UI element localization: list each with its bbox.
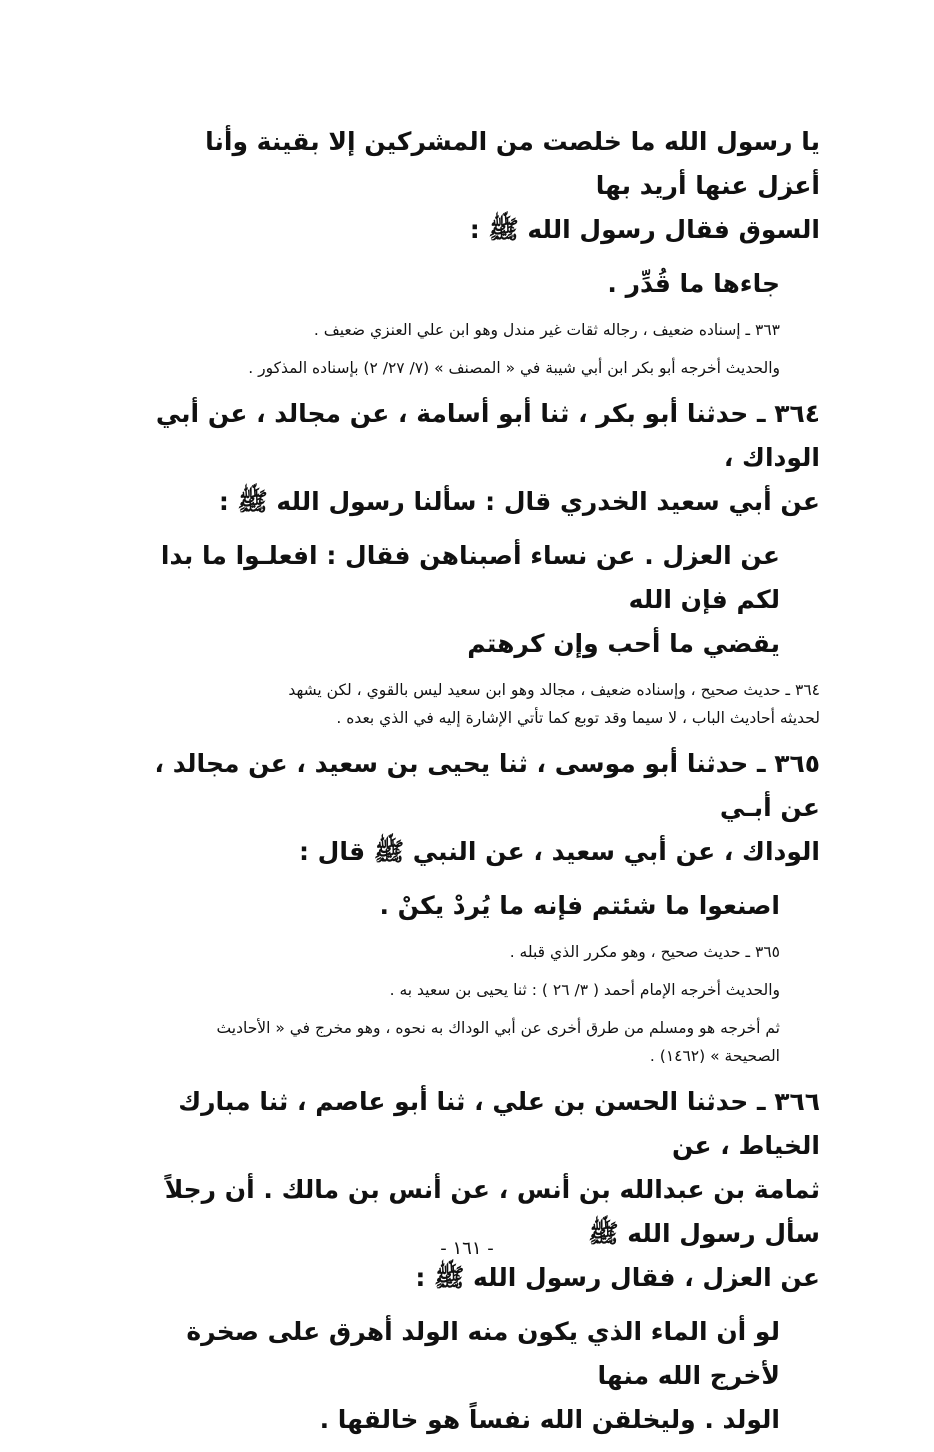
footnote-block	[135, 354, 820, 382]
footnote-line: ٣٦٤ ـ حديث صحيح ، وإسناده ضعيف ، مجالد وهو ابن سعيد ليس بالقوي ، لكن يشهد	[288, 681, 820, 699]
hadith-quote-line: جاءها ما قُدِّر .	[607, 269, 780, 298]
hadith-quote-line: يقضي ما أحب وإن كرهتم	[467, 629, 780, 658]
hadith-text-block	[135, 1080, 820, 1300]
hadith-text-line: يا رسول الله ما خلصت من المشركين إلا بقينة وأنا أعزل عنها أريد بها	[205, 127, 820, 200]
footnote-block	[135, 1014, 820, 1070]
hadith-quote-line: لو أن الماء الذي يكون منه الولد أهرق على صخرة لأخرج الله منها	[186, 1317, 780, 1390]
footnote-block	[135, 976, 820, 1004]
hadith-text-block	[135, 742, 820, 874]
hadith-quote-line: عن العزل . عن نساء أصبناهن فقال : افعلـوا ما بدا لكم فإن الله	[160, 541, 780, 614]
hadith-text-line: ٣٦٤ ـ حدثنا أبو بكر ، ثنا أبو أسامة ، عن مجالد ، عن أبي الوداك ،	[155, 399, 820, 472]
hadith-text-line: الوداك ، عن أبي سعيد ، عن النبي ﷺ قال :	[298, 837, 820, 866]
hadith-text-line: ٣٦٥ ـ حدثنا أبو موسى ، ثنا يحيى بن سعيد ، عن مجالد ، عن أبـي	[154, 749, 820, 822]
footnote-line: لحديثه أحاديث الباب ، لا سيما وقد توبع كما تأتي الإشارة إليه في الذي بعده .	[336, 709, 820, 727]
footnote-line: ثم أخرجه هو ومسلم من طرق أخرى عن أبي الوداك به نحوه ، وهو مخرج في « الأحاديث	[216, 1019, 780, 1037]
hadith-text-block	[135, 120, 820, 252]
footnote-line: والحديث أخرجه أبو بكر ابن أبي شيبة في « المصنف » (٧/ ٢٧/ ٢) بإسناده المذكور .	[248, 359, 780, 377]
hadith-quote-block	[135, 1310, 820, 1442]
hadith-text-line: السوق فقال رسول الله ﷺ :	[469, 215, 820, 244]
footnote-block	[135, 676, 820, 732]
footnote-line: ٣٦٥ ـ حديث صحيح ، وهو مكرر الذي قبله .	[509, 943, 780, 961]
footnote-block	[135, 938, 820, 966]
hadith-text-line: ثمامة بن عبدالله بن أنس ، عن أنس بن مالك . أن رجلاً سأل رسول الله ﷺ	[164, 1175, 820, 1248]
page-number: - ١٦١ -	[440, 1238, 494, 1259]
hadith-text-line: عن أبي سعيد الخدري قال : سألنا رسول الله ﷺ :	[218, 487, 820, 516]
hadith-text-block	[135, 392, 820, 524]
footnote-block	[135, 316, 820, 344]
hadith-quote-block	[135, 884, 820, 928]
hadith-text-line: ٣٦٦ ـ حدثنا الحسن بن علي ، ثنا أبو عاصم ، ثنا مبارك الخياط ، عن	[178, 1087, 820, 1160]
hadith-quote-line: الولد . وليخلقن الله نفساً هو خالقها .	[319, 1405, 780, 1434]
hadith-quote-block	[135, 534, 820, 666]
footnote-line: الصحيحة » (١٤٦٢) .	[649, 1047, 780, 1065]
footnote-line: ٣٦٣ ـ إسناده ضعيف ، رجاله ثقات غير مندل وهو ابن علي العنزي ضعيف .	[313, 321, 780, 339]
footnote-line: والحديث أخرجه الإمام أحمد ( ٣/ ٢٦ ) : ثنا يحيى بن سعيد به .	[389, 981, 780, 999]
hadith-text-line: عن العزل ، فقال رسول الله ﷺ :	[415, 1263, 820, 1292]
hadith-quote-line: اصنعوا ما شئتم فإنه ما يُردْ يكنْ .	[379, 891, 780, 920]
hadith-quote-block	[135, 262, 820, 306]
